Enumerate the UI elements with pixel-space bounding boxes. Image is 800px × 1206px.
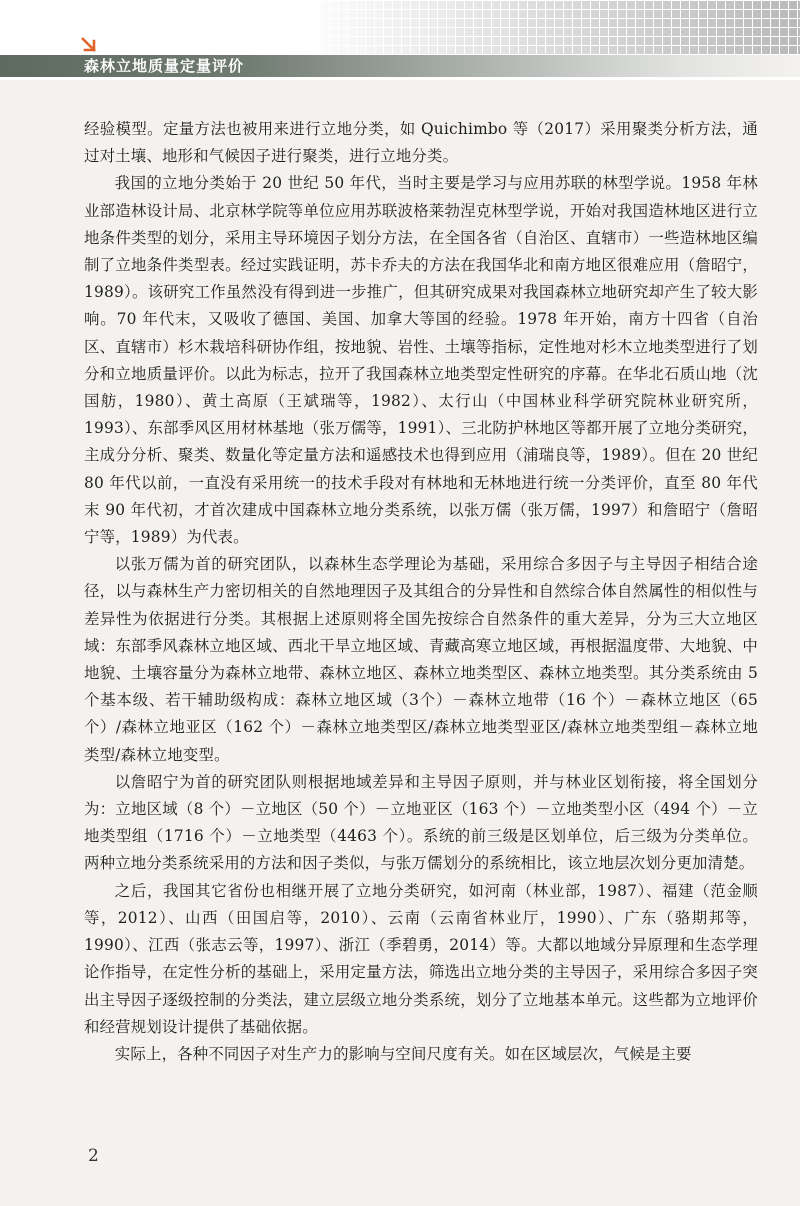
paragraph: 以詹昭宁为首的研究团队则根据地域差异和主导因子原则，并与林业区划衔接，将全国划分为：立地区域（8 个）－立地区（50 个）－立地亚区（163 个）－立地类型小区（494 个）－立地类型组（1716 个）－立地类型（4463 个）。系统的前三级是区划单位，后三级为分类单位。两种立地分类系统采用的方法和因子类似，与张万儒划分的系统相比，该立地层次划分更加清楚。 [84,772,758,873]
page-number: 2 [88,1146,99,1166]
paragraph: 之后，我国其它省份也相继开展了立地分类研究，如河南（林业部，1987）、福建（范金顺等，2012）、山西（田国启等，2010）、云南（云南省林业厅，1990）、广东（骆期邦等，1990）、江西（张志云等，1997）、浙江（季碧勇，2014）等。大都以地域分异原理和生态学理论作指导，在定性分析的基础上，采用定量方法，筛选出立地分类的主导因子，采用综合多因子突出主导因子逐级控制的分类法，建立层级立地分类系统，划分了立地基本单元。这些都为立地评价和经营规划设计提供了基础依据。 [84,881,758,1036]
body-text [84,116,758,1068]
decorative-grid-pattern [320,0,800,62]
paragraph: 以张万儒为首的研究团队，以森林生态学理论为基础，采用综合多因子与主导因子相结合途径，以与森林生产力密切相关的自然地理因子及其组合的分异性和自然综合体自然属性的相似性与差异性为依据进行分类。其根据上述原则将全国先按综合自然条件的重大差异，分为三大立地区域：东部季风森林立地区域、西北干旱立地区域、青藏高寒立地区域，再根据温度带、大地貌、中地貌、土壤容量分为森林立地带、森林立地区、森林立地类型区、森林立地类型。其分类系统由 5 个基本级、若干辅助级构成：森林立地区域（3个）－森林立地带（16 个）－森林立地区（65 个）/森林立地亚区（162 个）－森林立地类型区/森林立地类型亚区/森林立地类型组－森林立地类型/森林立地变型。 [84,555,758,764]
page-header [0,0,800,80]
paragraph: 实际上，各种不同因子对生产力的影响与空间尺度有关。如在区域层次，气候是主要 [114,1044,692,1063]
corner-arrow-icon [80,36,98,54]
paragraph: 经验模型。定量方法也被用来进行立地分类，如 Quichimbo 等（2017）采用聚类分析方法，通过对土壤、地形和气候因子进行聚类，进行立地分类。 [84,120,758,166]
running-title: 森林立地质量定量评价 [84,57,245,75]
paragraph: 我国的立地分类始于 20 世纪 50 年代，当时主要是学习与应用苏联的林型学说。1958 年林业部造林设计局、北京林学院等单位应用苏联波格莱勃涅克林型学说，开始对我国造林地区进行立地条件类型的划分，采用主导环境因子划分方法，在全国各省（自治区、直辖市）一些造林地区编制了立地条件类型表。经过实践证明，苏卡乔夫的方法在我国华北和南方地区很难应用（詹昭宁，1989）。该研究工作虽然没有得到进一步推广，但其研究成果对我国森林立地研究却产生了较大影响。70 年代末，又吸收了德国、美国、加拿大等国的经验。1978 年开始，南方十四省（自治区、直辖市）杉木栽培科研协作组，按地貌、岩性、土壤等指标，定性地对杉木立地类型进行了划分和立地质量评价。以此为标志，拉开了我国森林立地类型定性研究的序幕。在华北石质山地（沈国舫，1980）、黄土高原（王斌瑞等，1982）、太行山（中国林业科学研究院林业研究所，1993）、东部季风区用材林基地（张万儒等，1991）、三北防护林地区等都开展了立地分类研究，主成分分析、聚类、数量化等定量方法和遥感技术也得到应用（浦瑞良等，1989）。但在 20 世纪 80 年代以前，一直没有采用统一的技术手段对有林地和无林地进行统一分类评价，直至 80 年代末 90 年代初，才首次建成中国森林立地分类系统，以张万儒（张万儒，1997）和詹昭宁（詹昭宁等，1989）为代表。 [84,174,758,547]
